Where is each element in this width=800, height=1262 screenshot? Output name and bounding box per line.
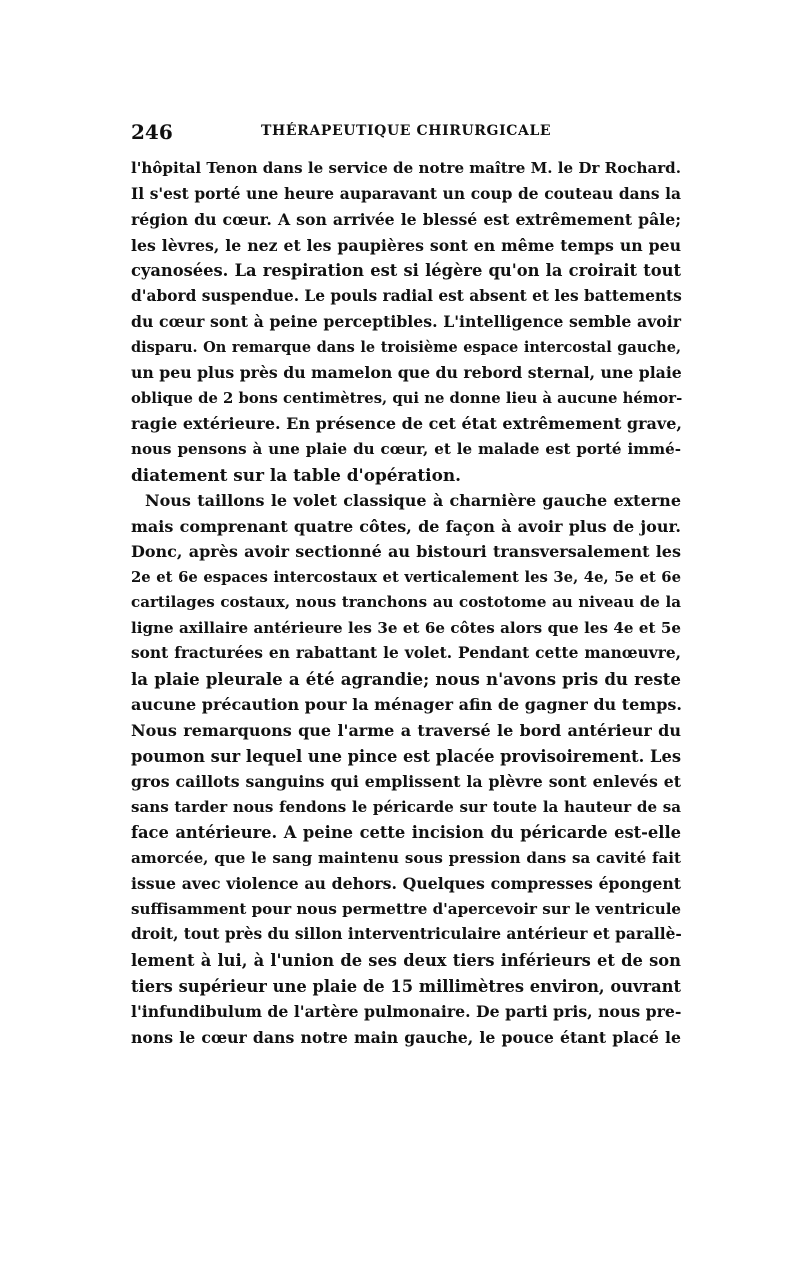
running-title: THÉRAPEUTIQUE CHIRURGICALE	[261, 123, 552, 139]
text-line: cyanosées. La respiration est si légère qu'on la croirait tout	[131, 261, 681, 281]
text-line: d'abord suspendue. Le pouls radial est absent et les battements	[131, 286, 682, 305]
text-line: disparu. On remarque dans le troisième espace intercostal gauche,	[131, 338, 681, 356]
text-line: sans tarder nous fendons le péricarde sur toute la hauteur de sa	[131, 797, 681, 816]
text-line: l'hôpital Tenon dans le service de notre maître M. le Dr Rochard.	[131, 159, 681, 177]
text-line: l'infundibulum de l'artère pulmonaire. De parti pris, nous pre-	[131, 1002, 682, 1022]
text-line: lement à lui, à l'union de ses deux tiers inférieurs et de son	[131, 950, 681, 970]
text-line: Nous taillons le volet classique à charnière gauche externe	[145, 491, 681, 511]
text-line: Donc, après avoir sectionné au bistouri transversalement les	[131, 542, 681, 562]
text-line: gros caillots sanguins qui emplissent la plèvre sont enlevés et	[131, 772, 681, 792]
text-line: oblique de 2 bons centimètres, qui ne donne lieu à aucune hémor-	[131, 389, 683, 407]
text-line: cartilages costaux, nous tranchons au costotome au niveau de la	[131, 593, 681, 612]
page-number: 246	[131, 120, 173, 144]
text-line: Nous remarquons que l'arme a traversé le bord antérieur du	[131, 721, 681, 741]
text-line: suffisamment pour nous permettre d'apercevoir sur le ventricule	[131, 899, 682, 918]
text-line: nous pensons à une plaie du cœur, et le malade est porté immé-	[131, 440, 681, 459]
text-line: les lèvres, le nez et les paupières sont en même temps un peu	[131, 235, 681, 255]
text-line: droit, tout près du sillon interventriculaire antérieur et parallè-	[131, 925, 682, 944]
text-line: ragie extérieure. En présence de cet état extrêmement grave,	[131, 414, 682, 434]
text-line: région du cœur. A son arrivée le blessé est extrêmement pâle;	[131, 210, 681, 230]
text-line: aucune précaution pour la ménager afin de gagner du temps.	[131, 695, 682, 715]
text-line: la plaie pleurale a été agrandie; nous n'avons pris du reste	[131, 668, 681, 689]
text-line: face antérieure. A peine cette incision du péricarde est-elle	[131, 823, 681, 843]
text-line: un peu plus près du mamelon que du rebord sternal, une plaie	[131, 363, 682, 383]
text-line: mais comprenant quatre côtes, de façon à avoir plus de jour.	[131, 516, 681, 536]
text-line: du cœur sont à peine perceptibles. L'intelligence semble avoir	[131, 312, 681, 332]
body-text	[131, 156, 681, 1050]
text-line: diatement sur la table d'opération.	[131, 464, 462, 485]
text-line: amorcée, que le sang maintenu sous pression dans sa cavité fait	[131, 848, 681, 867]
text-line: sont fracturées en rabattant le volet. Pendant cette manœuvre,	[131, 644, 681, 663]
text-line: 2e et 6e espaces intercostaux et verticalement les 3e, 4e, 5e et 6e	[131, 568, 681, 586]
running-head	[131, 120, 681, 144]
text-line: Il s'est porté une heure auparavant un coup de couteau dans la	[131, 184, 681, 203]
text-line: tiers supérieur une plaie de 15 millimètres environ, ouvrant	[131, 976, 681, 996]
text-line: nons le cœur dans notre main gauche, le pouce étant placé le	[131, 1027, 681, 1047]
text-line: poumon sur lequel une pince est placée provisoirement. Les	[131, 746, 681, 766]
text-line: issue avec violence au dehors. Quelques compresses épongent	[131, 874, 681, 894]
text-line: ligne axillaire antérieure les 3e et 6e côtes alors que les 4e et 5e	[131, 618, 681, 637]
